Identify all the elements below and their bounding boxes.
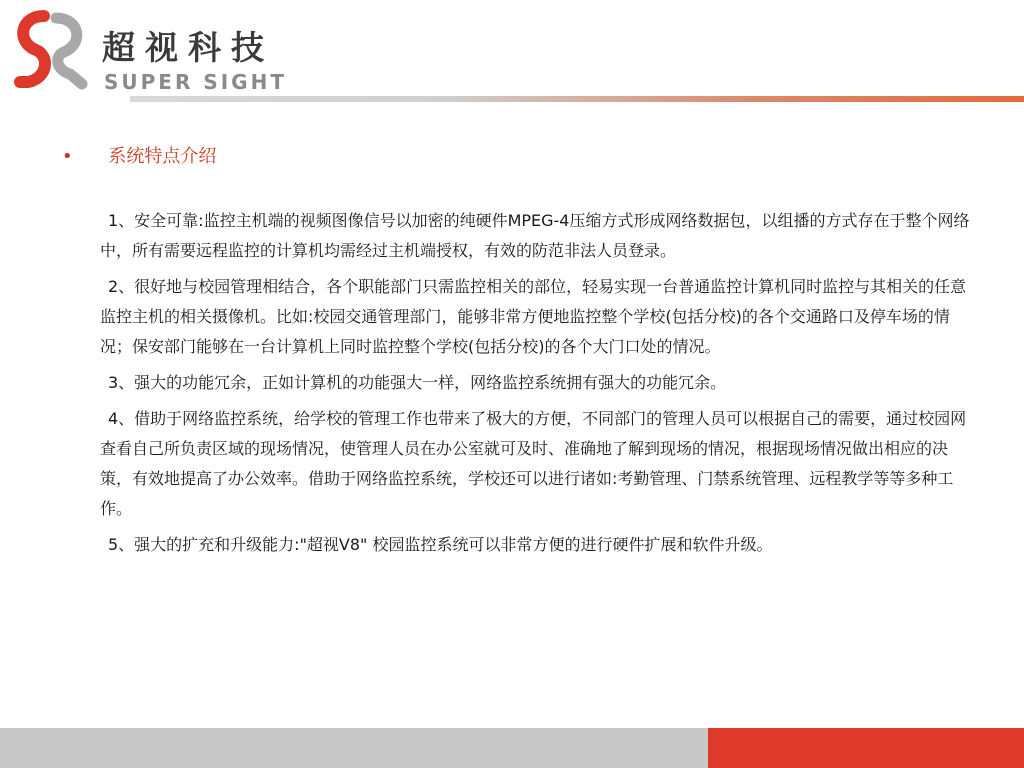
footer-gray-bar	[0, 728, 708, 768]
feature-paragraph-2: 2、很好地与校园管理相结合，各个职能部门只需监控相关的部位，轻易实现一台普通监控计算机同时监控与其相关的任意监控主机的相关摄像机。比如:校园交通管理部门，能够非常方便地监控整个学校(包括分校)的各个交通路口及停车场的情况；保安部门能够在一台计算机上同时监控整个学校(包括分校)的各个大门口处的情况。	[100, 277, 967, 356]
logo-english-name: SUPER SIGHT	[104, 70, 287, 94]
logo-chinese-name: 超视科技	[102, 28, 274, 67]
section-title: 系统特点介绍	[108, 146, 217, 167]
feature-paragraph-4: 4、借助于网络监控系统，给学校的管理工作也带来了极大的方便，不同部门的管理人员可以根据自己的需要，通过校园网查看自己所负责区域的现场情况，使管理人员在办公室就可及时、准确地了解到现场的情况，根据现场情况做出相应的决策，有效地提高了办公效率。借助于网络监控系统，学校还可以进行诸如:考勤管理、门禁系统管理、远程教学等等多种工作。	[100, 409, 967, 518]
feature-list	[100, 206, 970, 566]
super-sight-logo-icon	[10, 8, 90, 92]
header-divider	[130, 96, 1024, 102]
feature-paragraph-1: 1、安全可靠:监控主机端的视频图像信号以加密的纯硬件MPEG-4压缩方式形成网络数据包，以组播的方式存在于整个网络中，所有需要远程监控的计算机均需经过主机端授权，有效的防范非法人员登录。	[100, 211, 970, 260]
company-logo	[10, 8, 287, 94]
feature-paragraph-5: 5、强大的扩充和升级能力:"超视V8" 校园监控系统可以非常方便的进行硬件扩展和软件升级。	[108, 535, 773, 554]
footer-red-bar	[708, 728, 1024, 768]
section-heading	[62, 142, 216, 168]
bullet: •	[62, 146, 73, 167]
feature-paragraph-3: 3、强大的功能冗余，正如计算机的功能强大一样，网络监控系统拥有强大的功能冗余。	[108, 373, 727, 392]
